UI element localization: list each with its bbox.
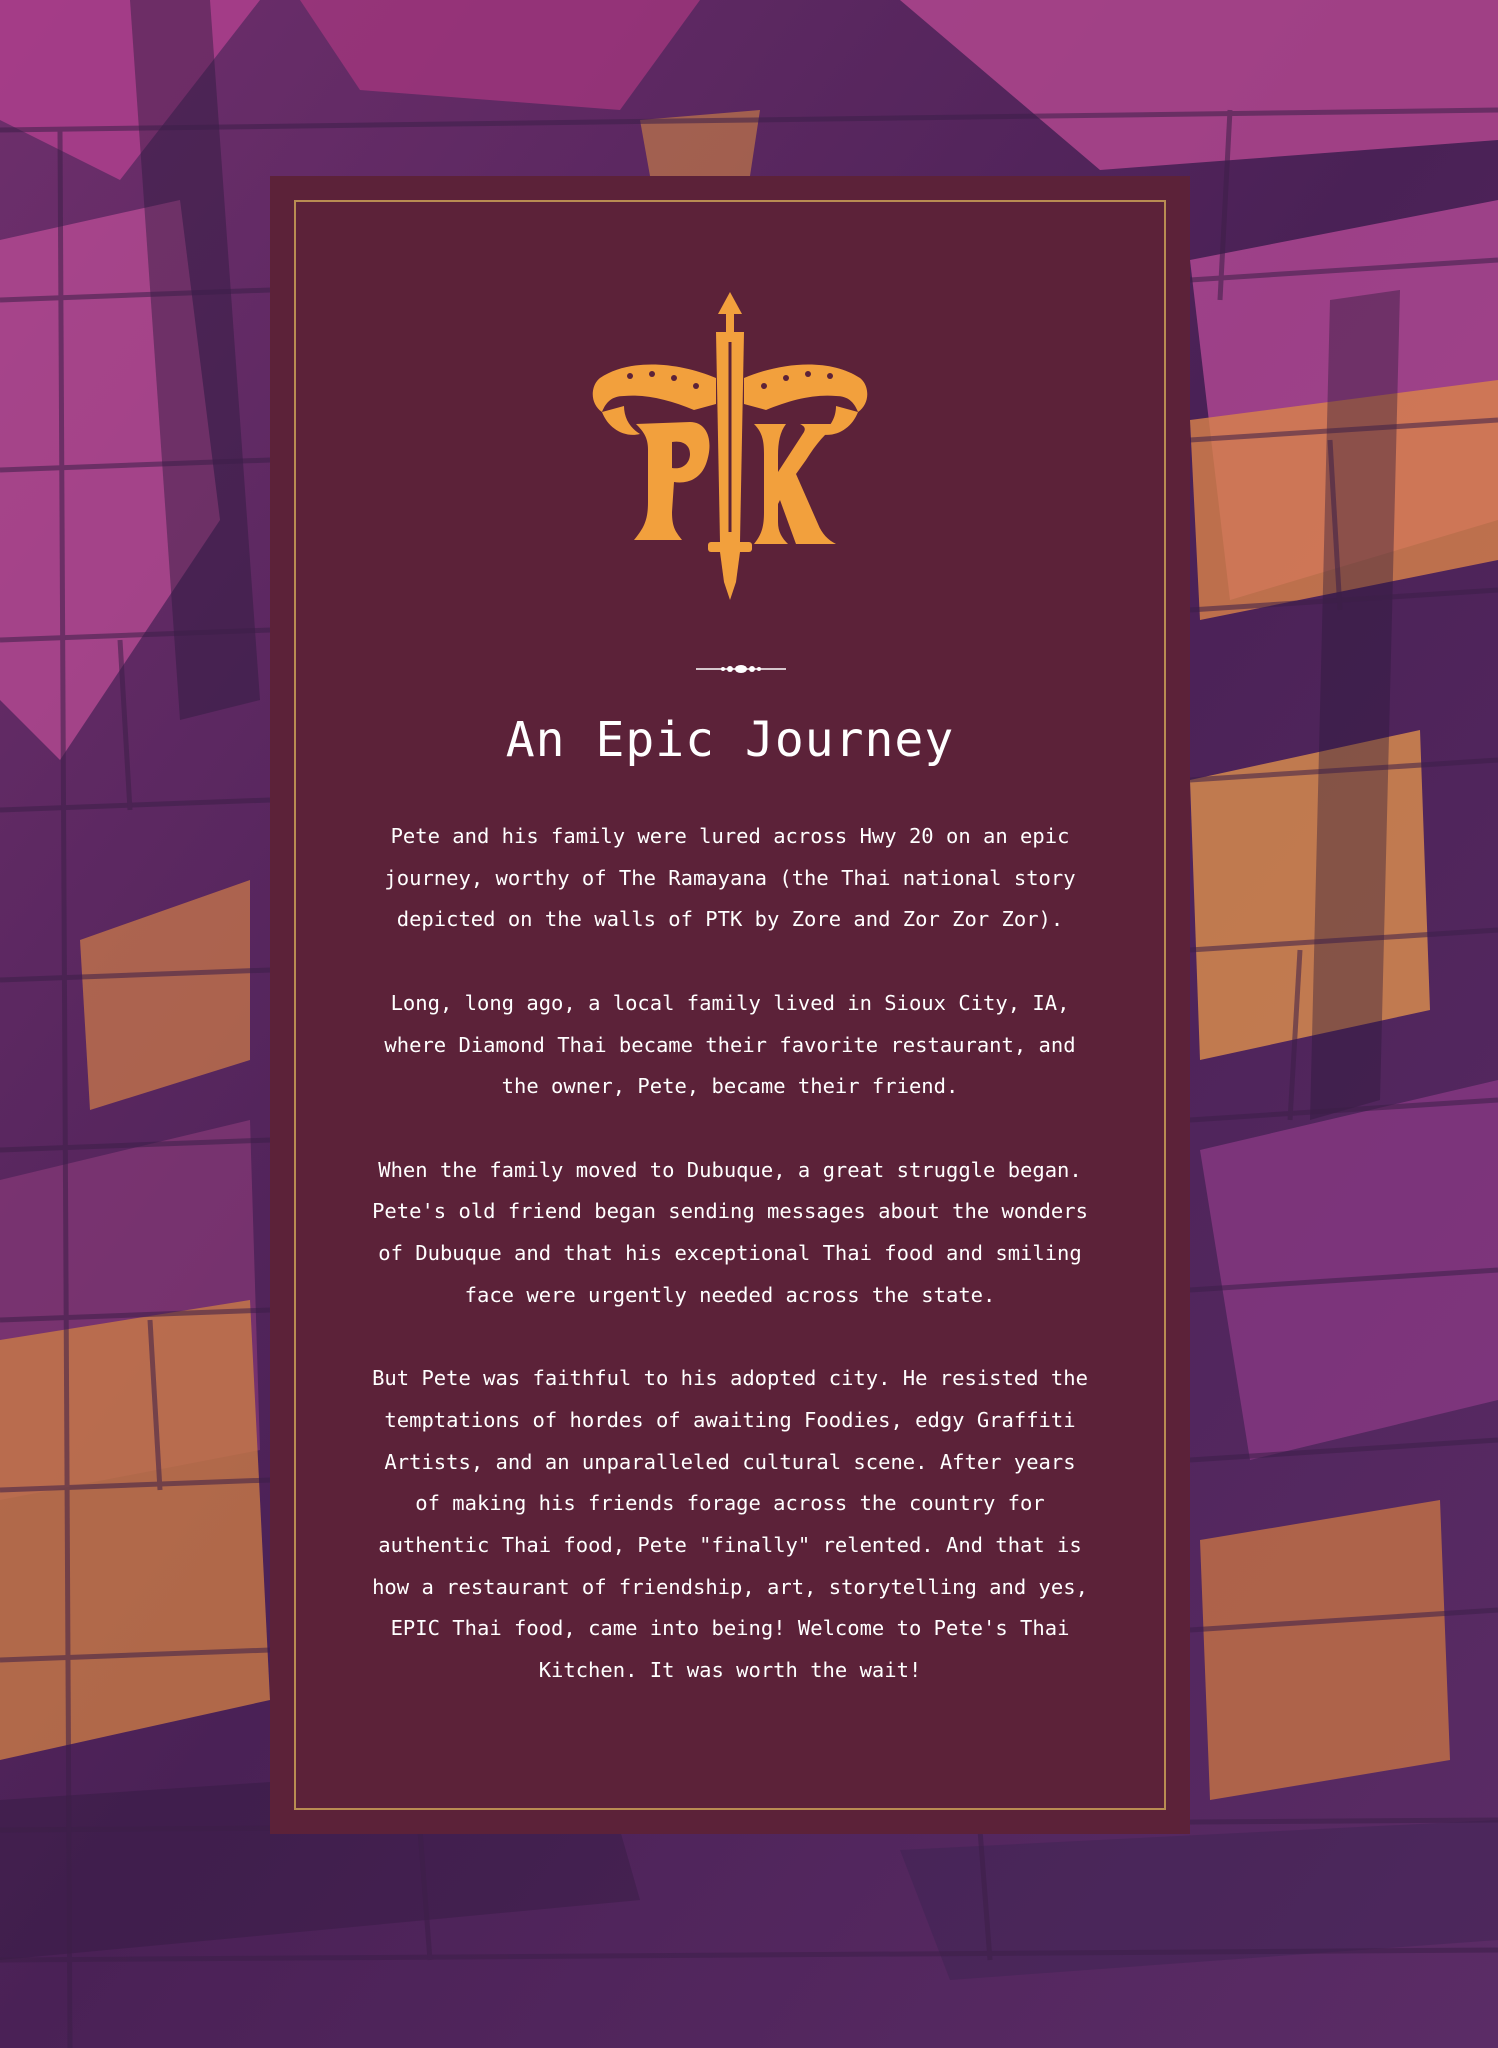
ptk-sword-logo-icon — [590, 292, 870, 602]
story-text — [366, 816, 1094, 1733]
story-paragraph: When the family moved to Dubuque, a great struggle began. Pete's old friend began sending messages about the wonders of Dubuque and that his exceptional Thai food and smiling face were urgently needed across the state. — [372, 1157, 1088, 1307]
story-paragraph: Pete and his family were lured across Hwy 20 on an epic journey, worthy of The Ramayana (the Thai national story depicted on the walls of PTK by Zore and Zor Zor Zor). — [384, 824, 1076, 932]
story-card — [270, 176, 1190, 1834]
ornament-divider-icon — [696, 662, 786, 676]
story-paragraph: But Pete was faithful to his adopted city. He resisted the temptations of hordes of awaiting Foodies, edgy Graffiti Artists, and an unparalleled cultural scene. After years of making his friends forage across the country for authentic Thai food, Pete "finally" relented. And that is how a restaurant of friendship, art, storytelling and yes, EPIC Thai food, came into being! Welcome to Pete's Thai Kitchen. It was worth the wait! — [372, 1366, 1088, 1683]
page-title: An Epic Journey — [505, 712, 955, 768]
story-paragraph: Long, long ago, a local family lived in Sioux City, IA, where Diamond Thai became their favorite restaurant, and the owner, Pete, became their friend. — [384, 990, 1076, 1099]
